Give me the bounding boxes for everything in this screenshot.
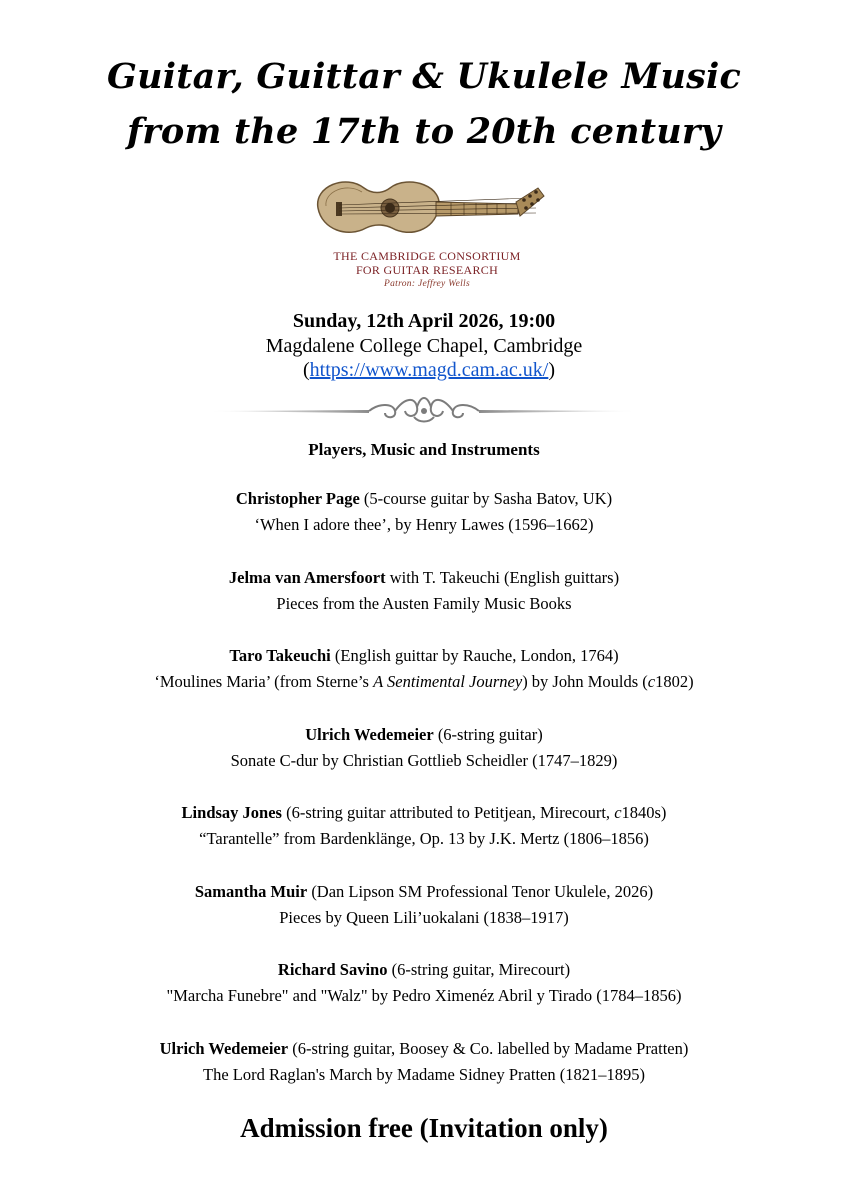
piece-title: 1802) — [655, 672, 694, 691]
piece-title: “Tarantelle” from Bardenklänge, Op. 13 by J.K. Mertz (1806–1856) — [199, 829, 649, 848]
list-item — [0, 486, 848, 565]
piece-line — [0, 512, 848, 538]
section-heading: Players, Music and Instruments — [308, 440, 540, 459]
list-item — [0, 879, 848, 958]
performer-instrument: with T. Takeuchi (English guittars) — [385, 567, 620, 587]
piece-title: Sonate C-dur by Christian Gottlieb Scheidler (1747–1829) — [230, 750, 618, 770]
piece-line — [0, 1062, 848, 1088]
piece-title: ‘Moulines Maria’ (from Sterne’s — [154, 672, 374, 691]
list-item — [0, 1036, 848, 1115]
logo-text: THE CAMBRIDGE CONSORTIUM — [333, 249, 521, 263]
piece-title: Pieces from the Austen Family Music Books — [276, 593, 572, 613]
piece-title: ) by John Moulds ( — [522, 672, 648, 691]
piece-line — [0, 669, 848, 695]
performer-line — [0, 879, 848, 905]
ornamental-divider — [209, 391, 639, 425]
performer-line — [0, 565, 848, 591]
event-date: Sunday, 12th April 2026, 19:00 — [292, 310, 556, 332]
list-item — [0, 722, 848, 801]
piece-line — [0, 591, 848, 617]
list-item — [0, 643, 848, 722]
venue-url-line — [0, 357, 848, 383]
performer-name: Lindsay Jones — [181, 803, 282, 822]
piece-title: The Lord Raglan's March by Madame Sidney Pratten (1821–1895) — [203, 1064, 645, 1084]
performer-name: Samantha Muir — [194, 881, 308, 901]
performer-instrument: 1840s) — [621, 803, 667, 822]
performer-line — [0, 643, 848, 669]
performer-instrument: (6-string guitar, Mirecourt) — [387, 960, 571, 979]
list-item — [0, 957, 848, 1036]
piece-line — [0, 748, 848, 774]
performer-instrument: (5-course guitar by Sasha Batov, UK) — [359, 489, 613, 508]
performer-list — [0, 486, 848, 1114]
piece-line — [0, 905, 848, 931]
performer-line — [0, 800, 848, 826]
performer-line — [0, 722, 848, 748]
event-venue: Magdalene College Chapel, Cambridge — [265, 335, 583, 357]
admission-note: Admission free (Invitation only) — [240, 1113, 608, 1143]
piece-title: ‘When I adore thee’, by Henry Lawes (1596–1662) — [254, 515, 594, 534]
piece-line — [0, 983, 848, 1009]
circa-mark: c — [647, 672, 656, 691]
performer-name: Jelma van Amersfoort — [228, 567, 386, 587]
performer-line — [0, 957, 848, 983]
piece-line — [0, 826, 848, 852]
list-item — [0, 800, 848, 879]
performer-instrument: (6-string guitar attributed to Petitjean, Mirecourt, — [281, 803, 615, 822]
circa-mark: c — [614, 803, 622, 822]
performer-line — [0, 486, 848, 512]
logo-text: FOR GUITAR RESEARCH — [355, 263, 499, 277]
performer-name: Ulrich Wedemeier — [159, 1038, 289, 1058]
performer-line — [0, 1036, 848, 1062]
paren-close: ) — [548, 359, 555, 381]
performer-name: Ulrich Wedemeier — [305, 724, 434, 744]
logo-patron: Patron: Jeffrey Wells — [384, 279, 470, 289]
consortium-logo — [306, 166, 548, 294]
performer-instrument: (Dan Lipson SM Professional Tenor Ukulele, 2026) — [307, 881, 654, 901]
performer-name: Richard Savino — [277, 960, 388, 979]
page-subtitle: from the 17th to 20th century — [126, 111, 722, 152]
performer-name: Christopher Page — [235, 489, 360, 508]
paren-open: ( — [303, 359, 310, 381]
piece-title: Pieces by Queen Lili’uokalani (1838–1917) — [279, 907, 569, 927]
page-title: Guitar, Guittar & Ukulele Music — [106, 56, 742, 97]
performer-instrument: (6-string guitar) — [433, 724, 543, 744]
book-title: A Sentimental Journey — [373, 672, 523, 691]
piece-title: "Marcha Funebre" and "Walz" by Pedro Ximenéz Abril y Tirado (1784–1856) — [166, 986, 682, 1005]
performer-instrument: (English guittar by Rauche, London, 1764) — [330, 646, 619, 665]
list-item — [0, 565, 848, 644]
performer-name: Taro Takeuchi — [229, 646, 331, 665]
venue-link[interactable]: https://www.magd.cam.ac.uk/ — [309, 359, 549, 381]
performer-instrument: (6-string guitar, Boosey & Co. labelled by Madame Pratten) — [288, 1038, 689, 1058]
guitar-illustration — [306, 166, 548, 246]
